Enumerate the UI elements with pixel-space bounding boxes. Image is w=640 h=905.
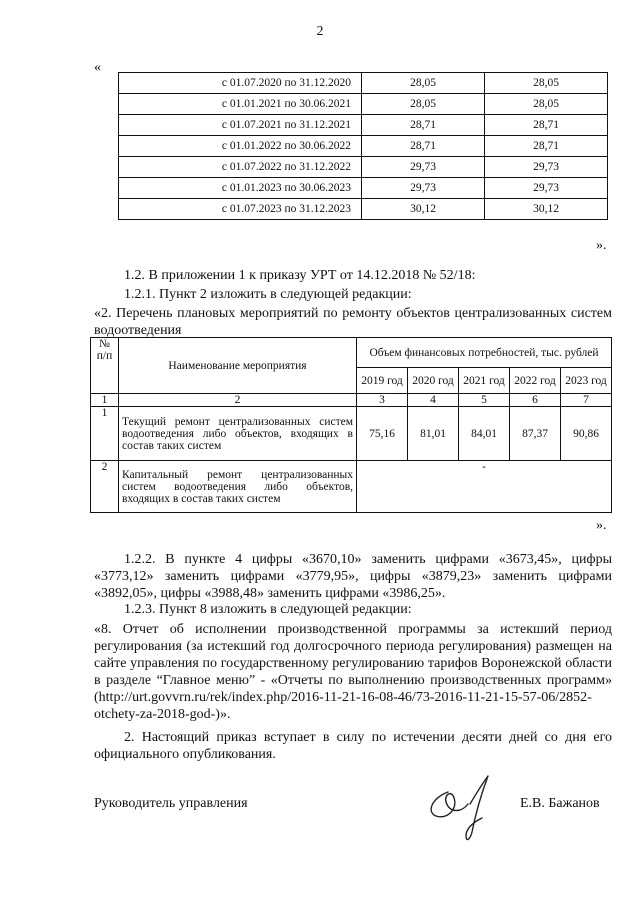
table-row bbox=[91, 461, 612, 513]
page-number: 2 bbox=[316, 24, 324, 39]
row-value: 81,01 bbox=[408, 407, 459, 461]
row-num: 1 bbox=[91, 407, 119, 461]
index-cell: 3 bbox=[357, 394, 408, 407]
table-row bbox=[119, 73, 608, 94]
row-merged-value: - bbox=[357, 461, 612, 513]
year-header: 2021 год bbox=[459, 368, 510, 394]
section-1-2-3: 1.2.3. Пункт 8 изложить в следующей редакции: bbox=[124, 602, 412, 617]
section-2: 2. Настоящий приказ вступает в силу по истечении десяти дней со дня его официального опубликования. bbox=[94, 730, 612, 762]
tariff-value: 29,73 bbox=[362, 157, 485, 178]
row-name: Текущий ремонт централизованных систем водоотведения либо объектов, входящих в состав таких систем bbox=[119, 407, 357, 461]
year-header: 2022 год bbox=[510, 368, 561, 394]
signature-name: Е.В. Бажанов bbox=[520, 796, 600, 811]
tariff-value: 30,12 bbox=[485, 199, 608, 220]
list-title: «2. Перечень плановых мероприятий по ремонту объектов централизованных систем водоотведения bbox=[94, 306, 612, 338]
table-row bbox=[119, 157, 608, 178]
tariff-value: 28,71 bbox=[362, 136, 485, 157]
tariff-period: с 01.01.2021 по 30.06.2021 bbox=[119, 94, 362, 115]
index-cell: 2 bbox=[119, 394, 357, 407]
table-row bbox=[119, 115, 608, 136]
tariff-period: с 01.07.2020 по 31.12.2020 bbox=[119, 73, 362, 94]
index-cell: 1 bbox=[91, 394, 119, 407]
paragraph-8: «8. Отчет об исполнении производственной программы за истекший период регулирования (за истекший год долгосрочного периода регулирования) размещен на сайте управления по государственному регулированию тарифов Воронежской области в разделе “Главное меню” - «Отчеты по выполнению производственных программ» (http://urt.govvrn.ru/rek/index.php/2016-11-21-16-08-46/73-2016-11-21-15-57-06/2852-otchety-za-2018-god-)». bbox=[94, 622, 612, 722]
year-header: 2020 год bbox=[408, 368, 459, 394]
plan-table bbox=[90, 337, 612, 513]
section-1-2-1: 1.2.1. Пункт 2 изложить в следующей редакции: bbox=[124, 287, 412, 302]
row-value: 87,37 bbox=[510, 407, 561, 461]
year-header: 2023 год bbox=[561, 368, 612, 394]
tariff-value: 28,05 bbox=[362, 94, 485, 115]
section-1-2: 1.2. В приложении 1 к приказу УРТ от 14.12.2018 № 52/18: bbox=[124, 268, 476, 283]
signature-role: Руководитель управления bbox=[94, 796, 248, 811]
col-num-header: № п/п bbox=[91, 338, 119, 394]
tariff-period: с 01.01.2022 по 30.06.2022 bbox=[119, 136, 362, 157]
index-cell: 5 bbox=[459, 394, 510, 407]
tariff-period: с 01.07.2023 по 31.12.2023 bbox=[119, 199, 362, 220]
tariff-value: 29,73 bbox=[485, 178, 608, 199]
col-finance-header: Объем финансовых потребностей, тыс. рублей bbox=[357, 338, 612, 368]
tariff-period: с 01.01.2023 по 30.06.2023 bbox=[119, 178, 362, 199]
col-name-header: Наименование мероприятия bbox=[119, 338, 357, 394]
signature-mark bbox=[418, 768, 508, 848]
table-row bbox=[119, 136, 608, 157]
section-1-2-2: 1.2.2. В пункте 4 цифры «3670,10» заменить цифрами «3673,45», цифры «3773,12» заменить цифрами «3779,95», цифры «3879,23» заменить цифрами «3892,05», цифры «3988,48» заменить цифрами «3986,25». bbox=[94, 552, 612, 601]
quote-close-1: ». bbox=[596, 238, 607, 253]
table-row bbox=[119, 94, 608, 115]
row-value: 90,86 bbox=[561, 407, 612, 461]
quote-close-2: ». bbox=[596, 518, 607, 533]
index-cell: 4 bbox=[408, 394, 459, 407]
row-num: 2 bbox=[91, 461, 119, 513]
index-cell: 7 bbox=[561, 394, 612, 407]
tariff-period: с 01.07.2022 по 31.12.2022 bbox=[119, 157, 362, 178]
row-value: 75,16 bbox=[357, 407, 408, 461]
tariff-value: 28,71 bbox=[485, 115, 608, 136]
row-name: Капитальный ремонт централизованных систем водоотведения либо объектов, входящих в состав таких систем bbox=[119, 461, 357, 513]
year-header: 2019 год bbox=[357, 368, 408, 394]
tariff-value: 28,05 bbox=[485, 94, 608, 115]
table-row bbox=[119, 178, 608, 199]
table-row bbox=[91, 407, 612, 461]
tariff-value: 28,05 bbox=[362, 73, 485, 94]
tariff-value: 28,05 bbox=[485, 73, 608, 94]
tariff-table bbox=[118, 72, 608, 220]
tariff-value: 29,73 bbox=[362, 178, 485, 199]
tariff-value: 29,73 bbox=[485, 157, 608, 178]
row-value: 84,01 bbox=[459, 407, 510, 461]
table-row bbox=[119, 199, 608, 220]
tariff-period: с 01.07.2021 по 31.12.2021 bbox=[119, 115, 362, 136]
tariff-value: 28,71 bbox=[485, 136, 608, 157]
index-cell: 6 bbox=[510, 394, 561, 407]
quote-open: « bbox=[94, 60, 101, 75]
tariff-value: 28,71 bbox=[362, 115, 485, 136]
tariff-value: 30,12 bbox=[362, 199, 485, 220]
